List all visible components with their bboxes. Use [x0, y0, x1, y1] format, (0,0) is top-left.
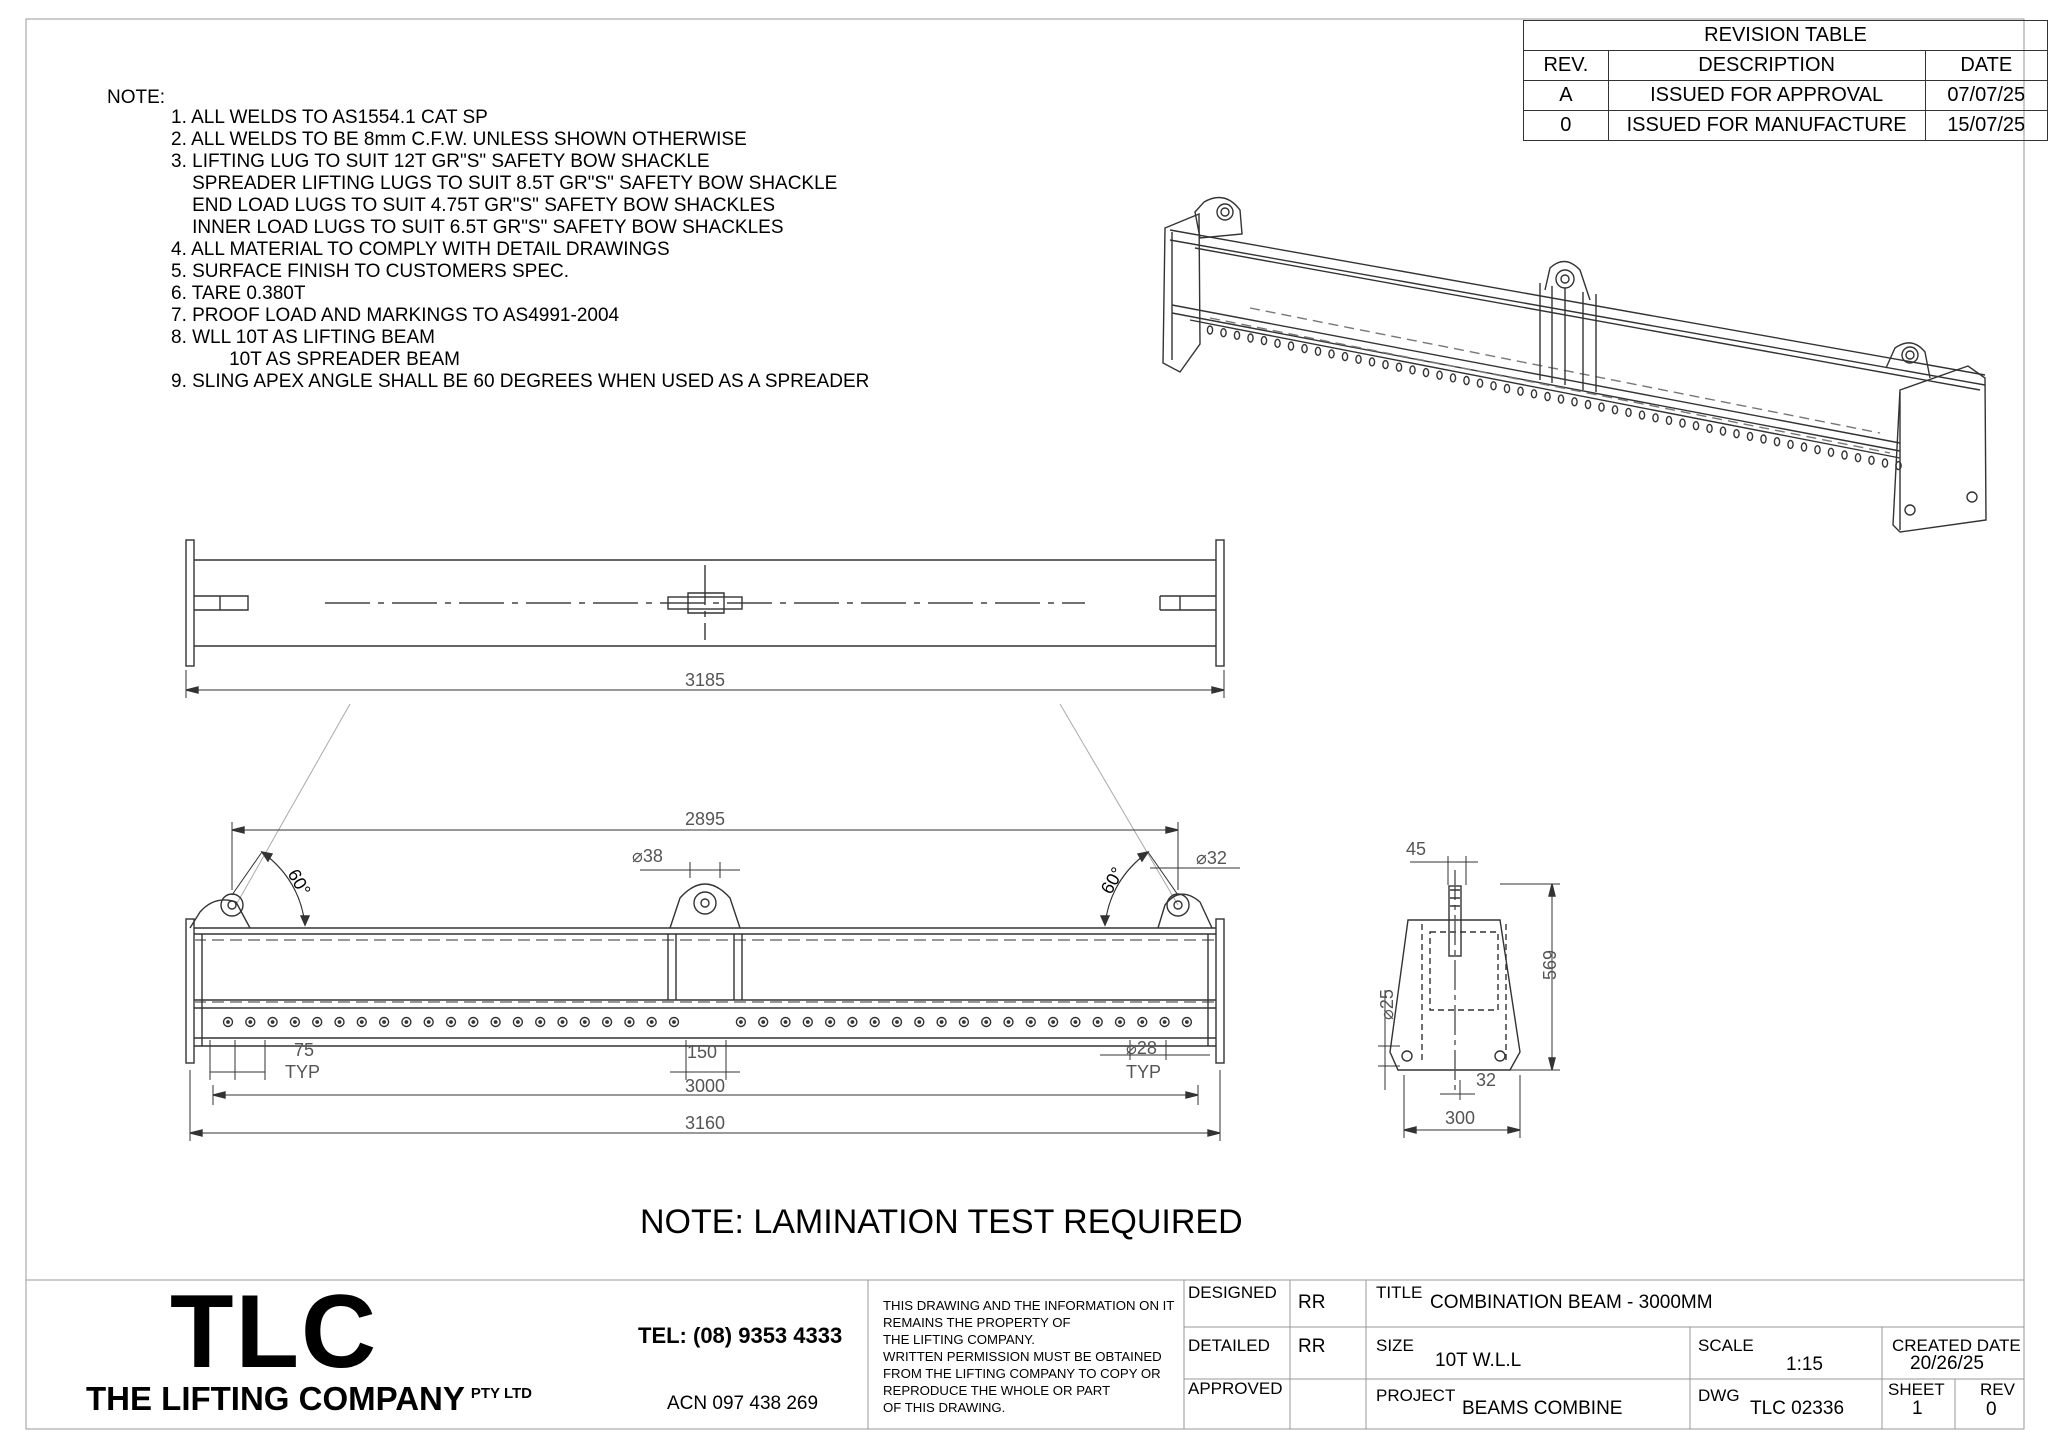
iso-hole	[1491, 382, 1496, 390]
note-item: 7. PROOF LOAD AND MARKINGS TO AS4991-2004	[171, 305, 620, 326]
lifting-hole-center	[851, 1021, 853, 1023]
lifting-hole-center	[784, 1021, 786, 1023]
iso-hole	[1869, 456, 1874, 464]
acn-number: ACN 097 438 269	[667, 1393, 819, 1414]
dim-569: 569	[1540, 949, 1560, 980]
iso-hole	[1788, 440, 1793, 448]
lifting-hole-center	[896, 1021, 898, 1023]
angle-left: 60°	[283, 865, 315, 900]
dim-3000: 3000	[684, 1076, 726, 1096]
iso-hole	[1599, 403, 1604, 411]
lifting-hole-center	[740, 1021, 742, 1023]
iso-hole	[1693, 422, 1698, 430]
dim-diameter-32: ⌀32	[1196, 848, 1227, 868]
iso-hole	[1612, 406, 1617, 414]
lifting-hole-center	[227, 1021, 229, 1023]
detailed-value: RR	[1298, 1336, 1326, 1357]
dim-32-end: 32	[1476, 1070, 1497, 1090]
disclaimer-line: REPRODUCE THE WHOLE OR PART	[883, 1383, 1111, 1398]
date-cell: 07/07/25	[1925, 81, 2048, 111]
iso-hole-row	[1207, 326, 1901, 470]
iso-hole	[1801, 443, 1806, 451]
iso-hole	[1396, 363, 1401, 371]
lifting-hole-center	[249, 1021, 251, 1023]
rev-label: REV	[1980, 1380, 2015, 1399]
iso-hole	[1275, 339, 1280, 347]
scale-label: SCALE	[1698, 1336, 1754, 1355]
iso-hole	[1450, 374, 1455, 382]
note-item: 8. WLL 10T AS LIFTING BEAM	[171, 327, 435, 348]
iso-hole	[1464, 377, 1469, 385]
scale-value: 1:15	[1786, 1354, 1823, 1375]
iso-hole	[1207, 326, 1212, 334]
lifting-hole-center	[539, 1021, 541, 1023]
iso-hole	[1356, 355, 1361, 363]
dim-3185: 3185	[684, 670, 726, 690]
revision-table-title: REVISION TABLE	[1524, 21, 2048, 51]
lifting-hole-center	[294, 1021, 296, 1023]
company-suffix: PTY LTD	[470, 1385, 532, 1402]
rev-header: REV.	[1524, 51, 1609, 81]
iso-hole	[1666, 416, 1671, 424]
lifting-hole-center	[918, 1021, 920, 1023]
size-label: SIZE	[1376, 1336, 1414, 1355]
dim-diameter-28: ⌀28	[1126, 1038, 1157, 1058]
iso-hole	[1815, 446, 1820, 454]
lifting-hole-center	[428, 1021, 430, 1023]
lifting-hole-center	[1097, 1021, 1099, 1023]
iso-hole	[1221, 329, 1226, 337]
lifting-hole-center	[316, 1021, 318, 1023]
lifting-hole-center	[1119, 1021, 1121, 1023]
iso-hole	[1585, 401, 1590, 409]
lifting-hole-center	[762, 1021, 764, 1023]
lifting-hole-center	[1186, 1021, 1188, 1023]
dim-38-value: 38	[642, 846, 663, 866]
iso-hole	[1828, 448, 1833, 456]
iso-hole	[1477, 379, 1482, 387]
disclaimer-line: FROM THE LIFTING COMPANY TO COPY OR	[883, 1366, 1161, 1381]
lifting-hole-center	[383, 1021, 385, 1023]
note-item: INNER LOAD LUGS TO SUIT 6.5T GR"S" SAFETY BOW SHACKLES	[171, 217, 784, 238]
disclaimer-line: THE LIFTING COMPANY.	[883, 1332, 1035, 1347]
company-logo: TLC	[170, 1274, 379, 1390]
disclaimer-line: WRITTEN PERMISSION MUST BE OBTAINED	[883, 1349, 1162, 1364]
company-name-text: THE LIFTING COMPANY	[86, 1380, 465, 1417]
iso-hole	[1518, 387, 1523, 395]
designed-value: RR	[1298, 1292, 1326, 1313]
iso-hole	[1680, 419, 1685, 427]
description-header: DESCRIPTION	[1608, 51, 1925, 81]
note-item: 5. SURFACE FINISH TO CUSTOMERS SPEC.	[171, 261, 570, 282]
iso-hole	[1774, 438, 1779, 446]
lifting-hole-center	[584, 1021, 586, 1023]
iso-hole	[1747, 432, 1752, 440]
iso-hole	[1369, 358, 1374, 366]
lifting-hole-center	[807, 1021, 809, 1023]
iso-hole	[1707, 424, 1712, 432]
lifting-hole-center	[1074, 1021, 1076, 1023]
iso-hole	[1288, 342, 1293, 350]
lifting-hole-center	[1163, 1021, 1165, 1023]
lifting-hole-center	[494, 1021, 496, 1023]
iso-hole	[1261, 337, 1266, 345]
dwg-value: TLC 02336	[1750, 1398, 1845, 1419]
date-cell: 15/07/25	[1925, 111, 2048, 141]
dim-45: 45	[1406, 839, 1427, 859]
lifting-hole-center	[963, 1021, 965, 1023]
project-label: PROJECT	[1376, 1386, 1456, 1405]
disclaimer-line: THIS DRAWING AND THE INFORMATION ON IT	[883, 1298, 1175, 1313]
dim-diameter-38: ⌀38	[632, 846, 663, 866]
elevation-hole-row	[224, 1018, 1192, 1027]
iso-hole	[1342, 353, 1347, 361]
dim-typ-right: TYP	[1126, 1062, 1162, 1082]
dim-typ-left: TYP	[285, 1062, 321, 1082]
note-item: 3. LIFTING LUG TO SUIT 12T GR"S" SAFETY BOW SHACKLE	[171, 151, 710, 172]
sheet-label: SHEET	[1888, 1380, 1945, 1399]
dim-diameter-25: ⌀25	[1377, 989, 1397, 1020]
rev-cell: 0	[1524, 111, 1609, 141]
lifting-hole-center	[405, 1021, 407, 1023]
iso-hole	[1423, 369, 1428, 377]
created-date-value: 20/26/25	[1910, 1353, 1984, 1374]
lifting-hole-center	[561, 1021, 563, 1023]
lifting-hole-center	[517, 1021, 519, 1023]
sheet-value: 1	[1912, 1398, 1923, 1419]
notes-list	[171, 107, 869, 393]
date-header: DATE	[1925, 51, 2048, 81]
iso-hole	[1234, 331, 1239, 339]
disclaimer-line: OF THIS DRAWING.	[883, 1400, 1006, 1415]
dim-32-value: 32	[1206, 848, 1227, 868]
lifting-hole-center	[985, 1021, 987, 1023]
iso-hole	[1572, 398, 1577, 406]
iso-hole	[1842, 451, 1847, 459]
lifting-hole-center	[606, 1021, 608, 1023]
dim-150: 150	[687, 1042, 718, 1062]
iso-hole	[1248, 334, 1253, 342]
iso-hole	[1626, 408, 1631, 416]
lifting-hole-center	[338, 1021, 340, 1023]
note-item: 10T AS SPREADER BEAM	[171, 349, 460, 370]
iso-hole	[1315, 347, 1320, 355]
dwg-label: DWG	[1698, 1386, 1740, 1405]
iso-hole	[1410, 366, 1415, 374]
rev-value: 0	[1986, 1399, 1997, 1420]
revision-table	[1523, 20, 2048, 141]
isometric-view	[1163, 198, 1986, 533]
iso-hole	[1504, 385, 1509, 393]
note-item: 6. TARE 0.380T	[171, 283, 306, 304]
lamination-note: NOTE: LAMINATION TEST REQUIRED	[640, 1203, 1243, 1241]
note-item: END LOAD LUGS TO SUIT 4.75T GR"S" SAFETY BOW SHACKLES	[171, 195, 776, 216]
description-cell: ISSUED FOR APPROVAL	[1608, 81, 1925, 111]
note-item: 1. ALL WELDS TO AS1554.1 CAT SP	[171, 107, 488, 128]
lifting-hole-center	[673, 1021, 675, 1023]
iso-hole	[1545, 393, 1550, 401]
iso-hole	[1855, 454, 1860, 462]
iso-hole	[1329, 350, 1334, 358]
project-value: BEAMS COMBINE	[1462, 1398, 1623, 1419]
iso-hole	[1734, 430, 1739, 438]
note-item: 2. ALL WELDS TO BE 8mm C.F.W. UNLESS SHOWN OTHERWISE	[171, 129, 747, 150]
end-view	[1378, 856, 1560, 1138]
phone-number: TEL: (08) 9353 4333	[638, 1323, 843, 1348]
title-label: TITLE	[1376, 1283, 1423, 1302]
lifting-hole-center	[450, 1021, 452, 1023]
note-item: 4. ALL MATERIAL TO COMPLY WITH DETAIL DRAWINGS	[171, 239, 670, 260]
copyright-disclaimer	[883, 1297, 1183, 1416]
size-value: 10T W.L.L	[1435, 1350, 1522, 1371]
rev-cell: A	[1524, 81, 1609, 111]
plan-view	[186, 540, 1224, 905]
lifting-hole-center	[472, 1021, 474, 1023]
iso-hole	[1882, 459, 1887, 467]
disclaimer-line: REMAINS THE PROPERTY OF	[883, 1315, 1071, 1330]
dim-2895: 2895	[684, 809, 726, 829]
lifting-hole-center	[651, 1021, 653, 1023]
angle-right: 60°	[1096, 863, 1128, 898]
lifting-hole-center	[1141, 1021, 1143, 1023]
dim-28-value: 28	[1136, 1038, 1157, 1058]
dim-25-value: 25	[1377, 989, 1397, 1010]
lifting-hole-center	[940, 1021, 942, 1023]
lifting-hole-center	[829, 1021, 831, 1023]
note-item: SPREADER LIFTING LUGS TO SUIT 8.5T GR"S" SAFETY BOW SHACKLE	[171, 173, 838, 194]
title-value: COMBINATION BEAM - 3000MM	[1430, 1292, 1713, 1313]
iso-hole	[1302, 345, 1307, 353]
iso-hole	[1531, 390, 1536, 398]
iso-hole	[1761, 435, 1766, 443]
lifting-hole-center	[271, 1021, 273, 1023]
iso-hole	[1720, 427, 1725, 435]
designed-label: DESIGNED	[1188, 1283, 1277, 1302]
iso-hole	[1653, 414, 1658, 422]
lifting-hole-center	[1030, 1021, 1032, 1023]
iso-hole	[1639, 411, 1644, 419]
lifting-hole-center	[1007, 1021, 1009, 1023]
dim-75: 75	[294, 1040, 315, 1060]
lifting-hole-center	[1052, 1021, 1054, 1023]
description-cell: ISSUED FOR MANUFACTURE	[1608, 111, 1925, 141]
iso-hole	[1437, 371, 1442, 379]
lifting-hole-center	[874, 1021, 876, 1023]
dim-3160: 3160	[684, 1113, 726, 1133]
lifting-hole-center	[361, 1021, 363, 1023]
iso-hole	[1383, 361, 1388, 369]
notes-title: NOTE:	[107, 87, 166, 108]
dim-300: 300	[1444, 1108, 1476, 1128]
detailed-label: DETAILED	[1188, 1336, 1270, 1355]
created-date-label: CREATED DATE	[1892, 1336, 2021, 1355]
approved-label: APPROVED	[1188, 1379, 1283, 1398]
iso-hole	[1558, 395, 1563, 403]
note-item: 9. SLING APEX ANGLE SHALL BE 60 DEGREES WHEN USED AS A SPREADER	[171, 371, 870, 392]
company-name	[86, 1380, 532, 1418]
lifting-hole-center	[628, 1021, 630, 1023]
